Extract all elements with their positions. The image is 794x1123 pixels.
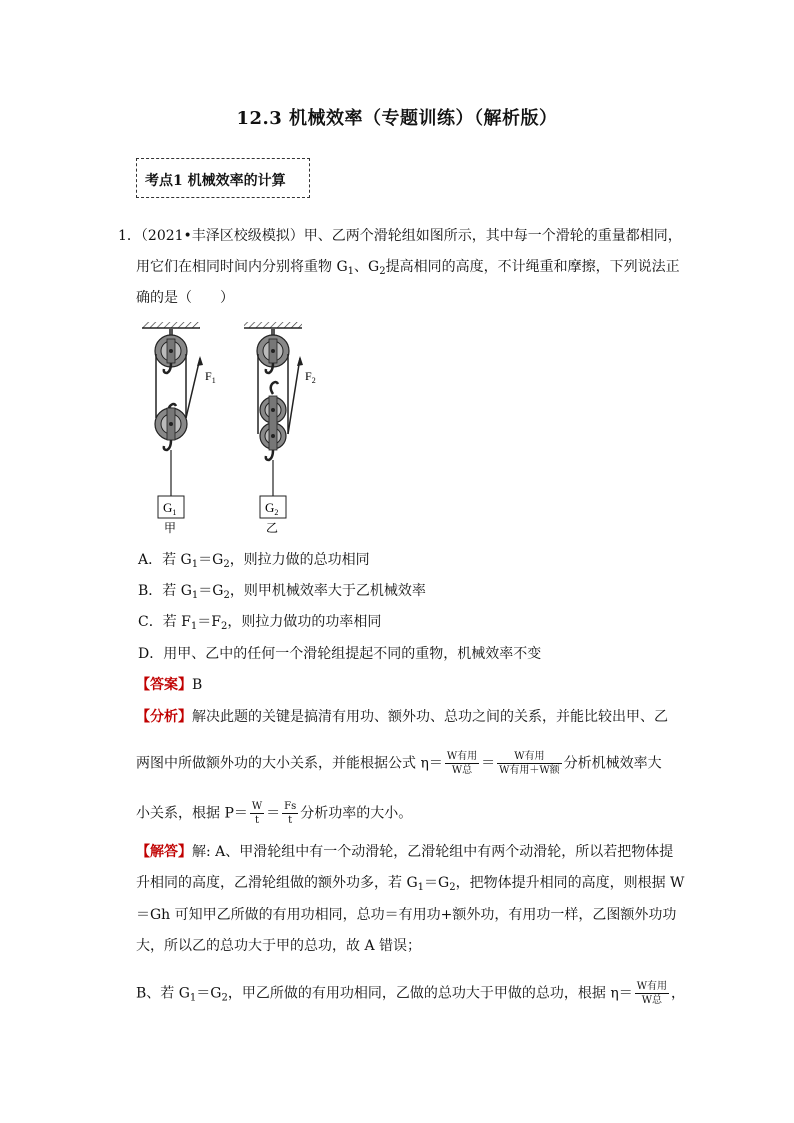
arrow-f2 [297,356,303,366]
option-a: A．若 $G_1=G_2$，则拉力做的总功相同 [138,552,370,570]
formula-efficiency-3: $\frac{\text{W有用}}{\text{W总}}$ [636,981,667,1006]
caption-right: 乙 [266,521,279,535]
pulley-system-left [142,322,216,535]
arrow-f1 [197,356,203,366]
question-number: 1． [118,228,141,244]
label-g2: $G_2$ [265,500,279,517]
option-c: C．若 $F_1=F_2$，则拉力做功的功率相同 [138,614,382,632]
label-f2: $F_2$ [305,369,316,385]
page-title: 12.3 机械效率（专题训练）（解析版） [236,108,558,129]
answer-value: B [192,677,203,693]
analysis-label: 【分析】 [136,709,192,725]
pulley-system-right [244,322,316,535]
formula-power-2: $\frac{Fs}{t}$ [284,801,297,826]
formula-efficiency-2: $\frac{\text{W有用}}{\text{W有用＋W额}}$ [499,751,560,776]
formula-power-1: $\frac{W}{t}$ [251,801,263,826]
answer [136,675,202,695]
solution-label: 【解答】 [136,844,192,860]
label-f1: $F_1$ [205,369,216,385]
solution-line-5: B、若 $G_1=G_2$，甲乙所做的有用功相同，乙做的总功大于甲做的总功，根据 η＝ $\frac{\text{W有用}}{\text{W总}}$ ， [136,981,685,1006]
option-d: D．用甲、乙中的任何一个滑轮组提起不同的重物，机械效率不变 [138,646,542,662]
question-line-2: 用它们在相同时间内分别将重物 $G_1$、$G_2$提高相同的高度，不计绳重和摩擦，下列说法正 [136,259,680,277]
question-line-1: 1．（2021•丰泽区校级模拟）甲、乙两个滑轮组如图所示，其中每一个滑轮的重量都相同， [118,228,682,244]
option-b: B．若 $G_1=G_2$，则甲机械效率大于乙机械效率 [138,583,426,601]
analysis-line-3: 小关系，根据 P＝ $\frac{W}{t}$ ＝ $\frac{Fs}{t}$ 分析功率的大小。 [136,801,413,826]
topic-label: 考点1 机械效率的计算 [145,173,286,189]
analysis-line-1: 【分析】解决此题的关键是搞清有用功、额外功、总功之间的关系，并能比较出甲、乙 [136,709,668,725]
solution-line-2: 升相同的高度，乙滑轮组做的额外功多，若 $G_1=G_2$，把物体提升相同的高度，则根据 W [136,875,685,893]
solution-line-4: 大，所以乙的总功大于甲的总功，故 A 错误； [136,938,422,954]
caption-left: 甲 [164,521,177,535]
analysis-line-2: 两图中所做额外功的大小关系，并能根据公式 η＝ $\frac{\text{W有用}}{\text{W总}}$ ＝ $\frac{\text{W有用}}{\text{W有用＋W额}}$ 分析机械效率大 [136,751,662,776]
solution-line-3: ＝Gh 可知甲乙所做的有用功相同，总功＝有用功+额外功，有用功一样，乙图额外功功 [136,907,677,923]
solution-line-1: 【解答】解: A、甲滑轮组中有一个动滑轮，乙滑轮组中有两个动滑轮，所以若把物体提 [136,844,674,860]
pulley-diagram [138,318,338,538]
answer-label: 【答案】 [136,677,192,693]
label-g1: $G_1$ [163,500,177,517]
formula-efficiency-1: $\frac{\text{W有用}}{\text{W总}}$ [446,751,478,776]
topic-box [136,158,310,198]
question-line-3: 确的是（ ） [136,290,234,306]
